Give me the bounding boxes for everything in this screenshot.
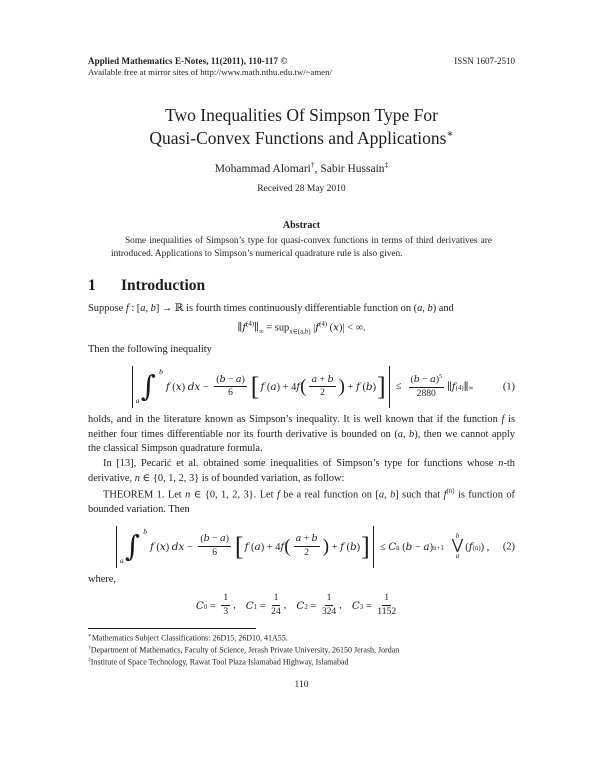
page-header bbox=[88, 55, 515, 79]
abs-bar-left-2 bbox=[116, 526, 117, 568]
header-left bbox=[88, 55, 332, 79]
paper-title bbox=[88, 104, 515, 150]
footnote-block bbox=[88, 628, 515, 669]
fraction-b-minus-a-over-6: $\frac{(b - a)}{6}$ bbox=[216, 373, 245, 399]
left-paren: ( bbox=[300, 376, 307, 398]
issn-number: ISSN 1607-2510 bbox=[454, 56, 515, 66]
paragraph-suppose: Suppose f : [a, b] → ℝ is fourth times continuously differentiable function on (a, b) and bbox=[88, 302, 454, 314]
fraction-a-plus-b-over-2-eq2: $\frac{a + b}{2}$ bbox=[295, 533, 318, 559]
journal-citation: Applied Mathematics E-Notes, 11(2011), 110-117 © bbox=[88, 56, 288, 66]
total-variation-symbol: b ⋁ a bbox=[451, 532, 464, 560]
constant-c3: C 3 = $\frac{1}{1152}$ bbox=[351, 592, 397, 618]
left-bracket-2: [ bbox=[234, 531, 244, 561]
title-line-1: Two Inequalities Of Simpson Type For bbox=[165, 105, 438, 126]
abs-bar-right-2 bbox=[373, 526, 374, 568]
abstract-text: Some inequalities of Simpson’s type for quasi-convex functions in terms of third derivatives are introduced. Applications to Simpson’s numerical quadrature rule is also given. bbox=[111, 236, 492, 259]
paper-content bbox=[88, 55, 515, 690]
paragraph-holds: holds, and in the literature known as Simpson’s inequality. It is well known that if the function f is neither four times differentiable nor its fourth derivative is bounded on (a, b), then we cannot apply the classical Simpson quadrature formula. bbox=[88, 413, 515, 455]
section-heading-introduction bbox=[88, 277, 515, 295]
equation-norm-definition bbox=[88, 321, 515, 336]
integral-sign-2 bbox=[119, 527, 147, 566]
authors-line: Mohammad Alomari†, Sabir Hussain‡ bbox=[214, 160, 389, 176]
fraction-b-minus-a-pow5-over-2880: $\frac{(b - a)^5}{2880}$ bbox=[410, 373, 442, 399]
fraction-b-minus-a-over-6-eq2: $\frac{(b - a)}{6}$ bbox=[200, 533, 229, 559]
equation-1-number: (1) bbox=[502, 381, 515, 393]
bracket-terms-right-2: + f ( b ) bbox=[329, 540, 361, 553]
integral-sign bbox=[135, 367, 163, 406]
section-title: Introduction bbox=[121, 276, 206, 294]
received-date: Received 28 May 2010 bbox=[257, 184, 346, 195]
right-paren: ) bbox=[338, 376, 345, 398]
title-line-2: Quasi-Convex Functions and Applications∗ bbox=[149, 128, 454, 149]
abs-bar-left bbox=[132, 366, 133, 408]
right-bracket-2: ] bbox=[361, 531, 370, 561]
abs-bar-right bbox=[389, 366, 390, 408]
constant-c1: C 1 = $\frac{1}{24}$ , bbox=[245, 592, 287, 618]
constants-line bbox=[88, 593, 515, 617]
bracket-terms-right: + f ( b ) bbox=[344, 380, 377, 393]
page-number: 110 bbox=[294, 679, 309, 690]
footnote-rule bbox=[88, 628, 256, 629]
leq-sign: ≤ bbox=[395, 381, 402, 393]
fraction-a-plus-b-over-2: $\frac{a + b}{2}$ bbox=[311, 373, 334, 399]
integral-lower-limit-2: a bbox=[119, 556, 124, 566]
bracket-terms-left-2: f ( a ) + 4 f bbox=[244, 540, 285, 553]
integrand-2: f ( x ) dx − bbox=[149, 540, 196, 553]
integrand: f ( x ) dx − bbox=[165, 380, 212, 393]
integral-upper-limit: b bbox=[159, 367, 163, 377]
footnote-marker-dagger: † bbox=[88, 645, 91, 652]
footnote-marker-asterisk: ∗ bbox=[88, 632, 92, 639]
mirror-site-url: Available free at mirror sites of http://www.math.nthu.edu.tw/~amen/ bbox=[88, 67, 332, 78]
constant-c0: C 0 = $\frac{1}{3}$ , bbox=[195, 592, 236, 618]
footnote-affiliation-1: †Department of Mathematics, Faculty of Science, Jerash Private University, 26150 Jerash, Jordan bbox=[88, 645, 400, 655]
bracket-terms-left: f ( a ) + 4 f bbox=[260, 380, 301, 393]
footnote-msc: ∗Mathematics Subject Classifications: 26D15, 26D10, 41A55. bbox=[88, 632, 288, 643]
paragraph-where: where, bbox=[88, 573, 116, 585]
paragraph-pecaric: In [13], Pecarić et al. obtained some inequalities of Simpson’s type for functions whose n-th derivative, n ∈ {0, 1, 2, 3} is of bounded variation, as follow: bbox=[88, 458, 515, 484]
equation-2 bbox=[88, 524, 515, 570]
footnote-marker-double-dagger: ‡ bbox=[88, 657, 91, 664]
footnote-affiliation-2: ‡Institute of Space Technology, Rawat Tool Plaza Islamabad Highway, Islamabad bbox=[88, 657, 349, 667]
equation-1 bbox=[88, 364, 515, 410]
integral-lower-limit: a bbox=[135, 396, 140, 406]
right-bracket: ] bbox=[377, 371, 386, 401]
norm-f4: ∥ f (4) ∥ ∞ bbox=[446, 380, 474, 393]
rhs-coefficient: ≤ C n ( b − a ) n+1 bbox=[379, 540, 444, 553]
norm-definition-formula: $\parallel f^{(4)}\parallel_\infty = sup_{x\in(a,b)}$ $|f^{(4)}$ (x)| < ∞. bbox=[237, 321, 366, 336]
variation-argument: ( f (n) ) , bbox=[465, 540, 490, 553]
left-paren-2: ( bbox=[284, 536, 291, 558]
paragraph-then: Then the following inequality bbox=[88, 344, 212, 355]
left-bracket: [ bbox=[250, 371, 260, 401]
right-paren-2: ) bbox=[322, 536, 330, 558]
section-number: 1 bbox=[88, 276, 96, 294]
equation-2-number: (2) bbox=[502, 541, 515, 553]
integral-upper-limit-2: b bbox=[143, 527, 147, 537]
integral-glyph: ∫ bbox=[140, 369, 156, 404]
integral-glyph-2: ∫ bbox=[124, 529, 140, 564]
constant-c2: C 2 = $\frac{1}{324}$ , bbox=[296, 592, 342, 618]
abstract-heading: Abstract bbox=[282, 220, 321, 232]
paragraph-theorem-1: THEOREM 1. Let n ∈ {0, 1, 2, 3}. Let f be a real function on [a, b] such that $f^{(n)}$ is function of bounded variation. Then bbox=[88, 487, 516, 515]
